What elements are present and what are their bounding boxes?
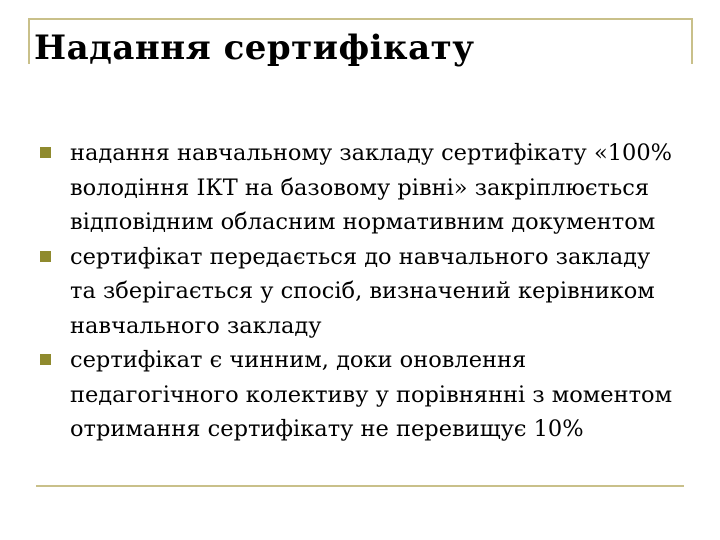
square-bullet-icon xyxy=(40,251,51,262)
bullet-item-1 xyxy=(40,136,680,240)
square-bullet-icon xyxy=(40,354,51,365)
right-frame-line xyxy=(691,18,693,64)
square-bullet-icon xyxy=(40,147,51,158)
bullet-list xyxy=(40,136,680,447)
slide-title: Надання сертифікату xyxy=(34,28,475,68)
top-frame-line xyxy=(28,18,693,20)
bullet-text-1: надання навчальному закладу сертифікату «100% володіння ІКТ на базовому рівні» закріплюється відповідним обласним нормативним документом xyxy=(70,140,673,235)
bullet-text-2: сертифікат передається до навчального закладу та зберігається у спосіб, визначений керівником навчального закладу xyxy=(70,243,655,339)
bullet-text-3: сертифікат є чинним, доки оновлення педагогічного колективу у порівнянні з моментом отримання сертифікату не перевищує 10% xyxy=(70,347,673,442)
bottom-frame-line xyxy=(36,485,684,487)
bullet-item-2 xyxy=(40,240,680,344)
bullet-item-3 xyxy=(40,343,680,447)
left-frame-line xyxy=(28,18,30,64)
